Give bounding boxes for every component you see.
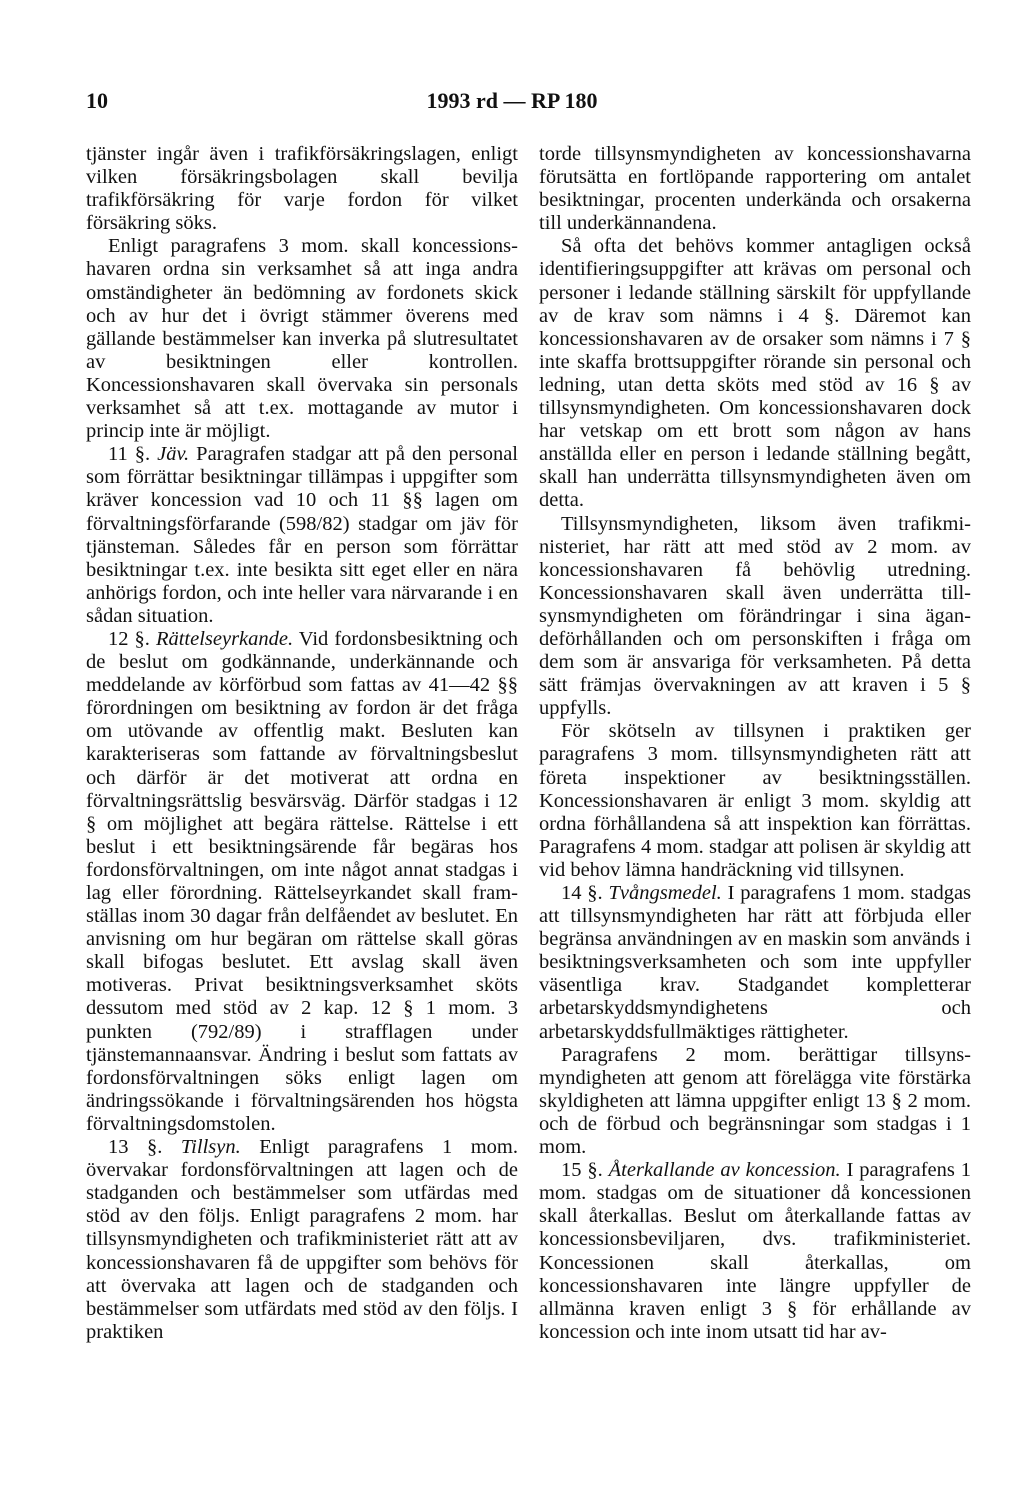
paragraph: Enligt paragrafens 3 mom. skall koncessionshavaren ordna sin verksamhet så att inga andra omständigheter än bedömning av fordonets skick och av hur det i övrigt stämmer överens med gällande bestämmelser kan inverka på slutresultatet av besiktningen eller kontrollen. Koncessionshavaren skall övervaka sin personals verksamhet så att t.ex. mottagande av mutor i princip inte är möjligt. [86, 235, 518, 443]
section-title: Tillsyn. [180, 1136, 241, 1159]
paragraph: tjänster ingår även i trafikförsäkringslagen, enligt vilken försäkringsbolagen skall bevilja trafikförsäkring för varje fordon för vilket försäkring söks. [86, 143, 518, 235]
section-text: I paragrafens 1 mom. stadgas om de situationer då koncessionen skall återkallas. Beslut om återkallande fattas av koncessionsbeviljaren, dvs. trafikministeriet. Koncessionen skall återkallas, om koncessionshavaren inte längre uppfyller de allmänna kraven enligt 3 § för erhållande av koncession och inte inom utsatt tid har av- [539, 1159, 971, 1343]
left-column [86, 143, 518, 1344]
paragraph: Så ofta det behövs kommer antagligen också identifieringsuppgifter att krävas om personal och personer i ledande ställning särskilt för uppfyllande av de krav som nämns i 4 §. Däremot kan koncessionshavaren av de orsaker som nämns i 7 § inte skaffa brottsuppgifter rörande sin personal och ledning, utan detta sköts med stöd av 16 § av tillsynsmyndigheten. Om koncessionshavaren dock har vetskap om ett brott som någon av hans anställda eller en person i ledande ställning begått, skall han underrätta tillsynsmyndigheten även om detta. [539, 235, 971, 512]
section-text: I paragrafens 1 mom. stadgas att tillsynsmyndigheten har rätt att förbjuda eller begränsa användningen av en maskin som används i besiktningsverksamheten och som inte uppfyller väsentliga krav. Stadgandet kompletterar arbetarskyddsmyndighetens och arbetarskyddsfullmäktiges rättigheter. [539, 882, 972, 1043]
page-number: 10 [86, 88, 108, 113]
section-text: Paragrafen stadgar att på den personal som förrättar besiktningar tillämpas i uppgifter som kräver koncession vad 10 och 11 §§ lagen om förvaltningsförfarande (598/82) stadgar om jäv för tjänsteman. Således får en person som förrättar besiktningar t.ex. inte besikta sitt eget eller en nära anhörigs fordon, och inte heller vara närvarande i en sådan situation. [86, 443, 518, 627]
section-number: 12 §. [108, 627, 150, 650]
section-paragraph-11 [86, 443, 518, 628]
section-number: 11 §. [108, 443, 151, 466]
section-paragraph-13 [86, 1136, 518, 1344]
section-paragraph-14 [539, 882, 971, 1044]
paragraph: Tillsynsmyndigheten, liksom även trafikministeriet, har rätt att med stöd av 2 mom. av koncessionshavaren få behövlig utredning. Koncessionshavaren skall även underrätta tillsynsmyndigheten om förändringar i sina ägandeförhållanden och om personskiften i fråga om dem som är ansvariga för verksamheten. På detta sätt främjas övervakningen av att kraven i 5 § uppfylls. [539, 512, 971, 720]
section-title: Jäv. [157, 443, 190, 466]
section-text: Enligt paragrafens 1 mom. övervakar fordonsförvaltningen att lagen och de stadganden och bestämmelser som utfärdas med stöd av den följs. Enligt paragrafens 2 mom. har tillsynsmyndigheten och trafikministeriet rätt att av koncessionshavaren få de uppgifter som behövs för att övervaka att lagen och de stadganden och bestämmelser som utfärdats med stöd av den följs. I praktiken [86, 1136, 519, 1343]
section-title: Rättelseyrkande. [155, 627, 294, 650]
paragraph: För skötseln av tillsynen i praktiken ger paragrafens 3 mom. tillsynsmyndigheten rätt att företa inspektioner av besiktningsställen. Koncessionshavaren är enligt 3 mom. skyldig att ordna förhållandena så att inspektion kan förrättas. Paragrafens 4 mom. stadgar att polisen är skyldig att vid behov lämna handräckning vid tillsynen. [539, 720, 971, 881]
section-title: Återkallande av koncession. [608, 1159, 841, 1182]
section-paragraph-15 [539, 1159, 971, 1344]
section-text: Vid fordonsbesiktning och de beslut om godkännande, underkännande och meddelande av körförbud som fattas av 41—42 §§ förordningen om besiktning av fordon är det fråga om utövande av offentlig makt. Besluten kan karakteriseras som fattande av förvaltningsbeslut och därför är det motiverat att ordna en förvaltningsrättslig besvärsväg. Därför stadgas i 12 § om möjlighet att begära rättelse. Rättelse i ett beslut i ett besiktningsärende får begäras hos fordonsförvaltningen, om inte något annat stadgas i lag eller förordning. Rättelseyrkandet skall framställas inom 30 dagar från delfåendet av beslutet. En anvisning om hur begäran om rättelse skall göras skall bifogas beslutet. Ett avslag skall även motiveras. Privat besiktningsverksamhet sköts dessutom med stöd av 2 kap. 12 § 1 mom. 3 punkten (792/89) i strafflagen under tjänstemannaansvar. Ändring i beslut som fattats av fordonsförvaltningen söks enligt lagen om ändringssökande i förvaltningsärenden hos högsta förvaltningsdomstolen. [86, 627, 518, 1135]
paragraph: torde tillsynsmyndigheten av koncessionshavarna förutsätta en fortlöpande rapportering om antalet besiktningar, procenten underkända och orsakerna till underkännandena. [539, 143, 971, 235]
section-paragraph-12 [86, 628, 518, 1136]
paragraph: Paragrafens 2 mom. berättigar tillsynsmyndigheten att genom att förelägga vite förstärka skyldigheten att lämna uppgifter enligt 13 § 2 mom. och de förbud och begränsningar som stadgas i 1 mom. [539, 1043, 971, 1159]
section-number: 15 §. [561, 1159, 603, 1182]
section-number: 13 §. [108, 1136, 163, 1159]
right-column [539, 143, 971, 1344]
running-title: 1993 rd — RP 180 [426, 88, 598, 113]
section-title: Tvångsmedel. [608, 882, 722, 904]
section-number: 14 §. [561, 882, 603, 904]
